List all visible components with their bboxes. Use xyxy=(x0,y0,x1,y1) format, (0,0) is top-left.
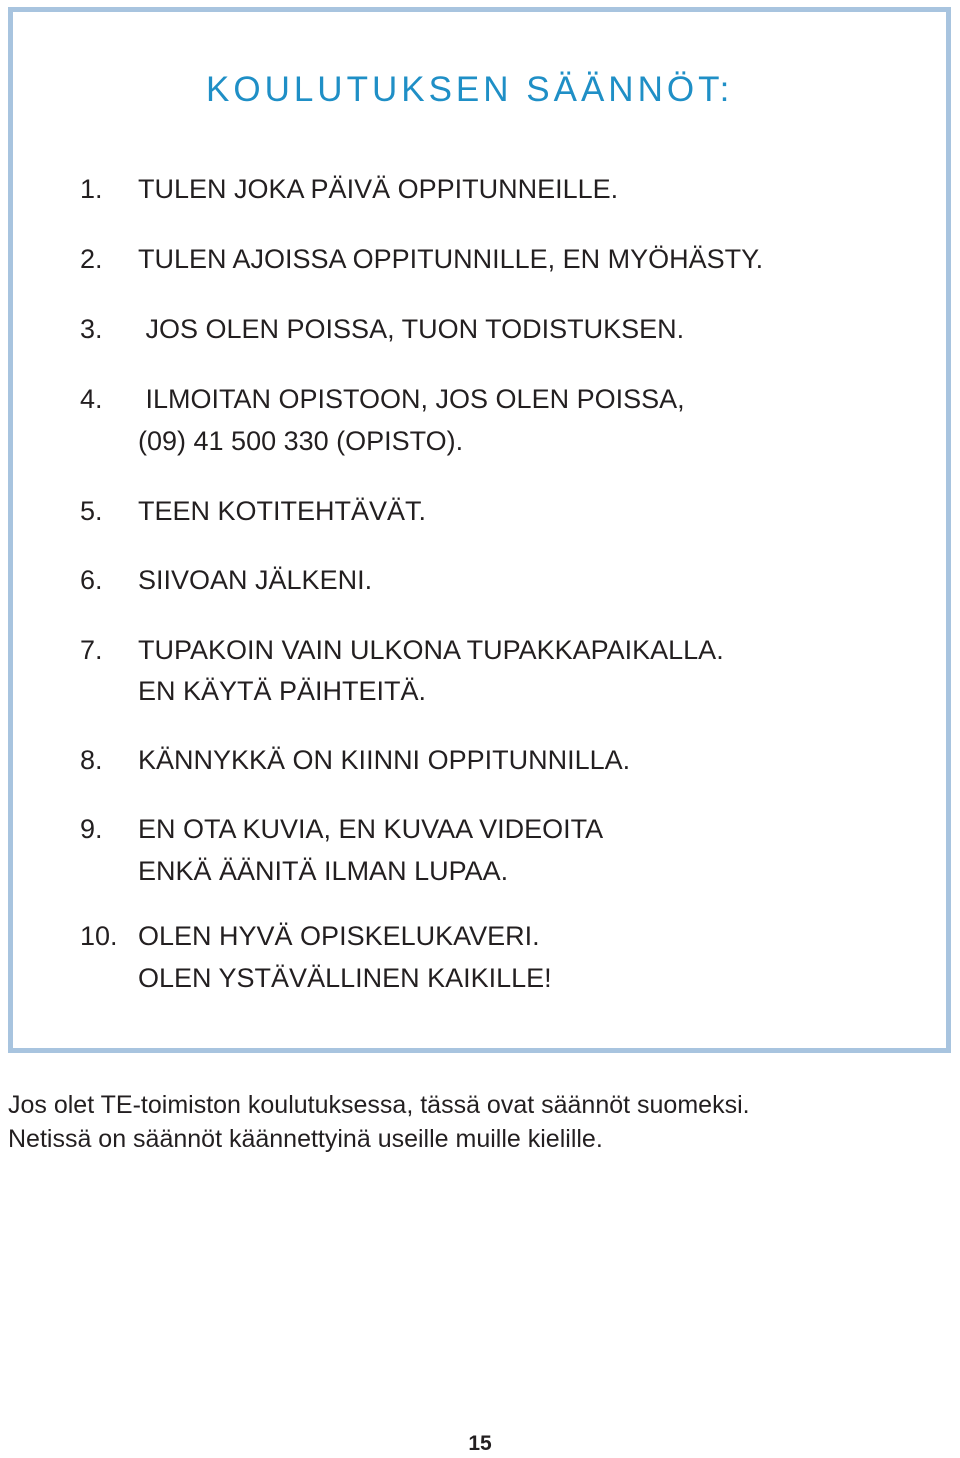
rule-number: 1. xyxy=(80,174,103,204)
rule-text: TEEN KOTITEHTÄVÄT. xyxy=(138,496,427,526)
rule-text: EN KÄYTÄ PÄIHTEITÄ. xyxy=(138,676,427,706)
rule-text: ENKÄ ÄÄNITÄ ILMAN LUPAA. xyxy=(138,856,509,886)
rule-text: TUPAKOIN VAIN ULKONA TUPAKKAPAIKALLA. xyxy=(138,635,724,665)
rule-number: 4. xyxy=(80,384,103,414)
rule-text: SIIVOAN JÄLKENI. xyxy=(138,565,373,595)
rule-text: TULEN AJOISSA OPPITUNNILLE, EN MYÖHÄSTY. xyxy=(138,244,764,274)
rule-text: (09) 41 500 330 (OPISTO). xyxy=(138,426,464,456)
note-line: Jos olet TE-toimiston koulutuksessa, tässä ovat säännöt suomeksi. xyxy=(8,1091,750,1119)
rule-number: 5. xyxy=(80,496,103,526)
page-number: 15 xyxy=(468,1432,492,1455)
note-line: Netissä on säännöt käännettyinä useille muille kielille. xyxy=(8,1125,603,1153)
rule-number: 2. xyxy=(80,244,103,274)
rules-box xyxy=(8,7,951,1053)
rule-text: TULEN JOKA PÄIVÄ OPPITUNNEILLE. xyxy=(138,174,619,204)
rule-text: ILMOITAN OPISTOON, JOS OLEN POISSA, xyxy=(138,384,685,414)
rule-text: JOS OLEN POISSA, TUON TODISTUKSEN. xyxy=(138,314,685,344)
rule-number: 7. xyxy=(80,635,103,665)
rule-number: 3. xyxy=(80,314,103,344)
rule-text: OLEN HYVÄ OPISKELUKAVERI. xyxy=(138,921,540,951)
rule-number: 8. xyxy=(80,745,103,775)
rule-text: OLEN YSTÄVÄLLINEN KAIKILLE! xyxy=(138,963,552,993)
rule-text: EN OTA KUVIA, EN KUVAA VIDEOITA xyxy=(138,814,604,844)
rules-title: KOULUTUKSEN SÄÄNNÖT: xyxy=(206,70,734,109)
rule-number: 10. xyxy=(80,921,118,951)
rule-text: KÄNNYKKÄ ON KIINNI OPPITUNNILLA. xyxy=(138,745,631,775)
rule-number: 6. xyxy=(80,565,103,595)
rule-number: 9. xyxy=(80,814,103,844)
